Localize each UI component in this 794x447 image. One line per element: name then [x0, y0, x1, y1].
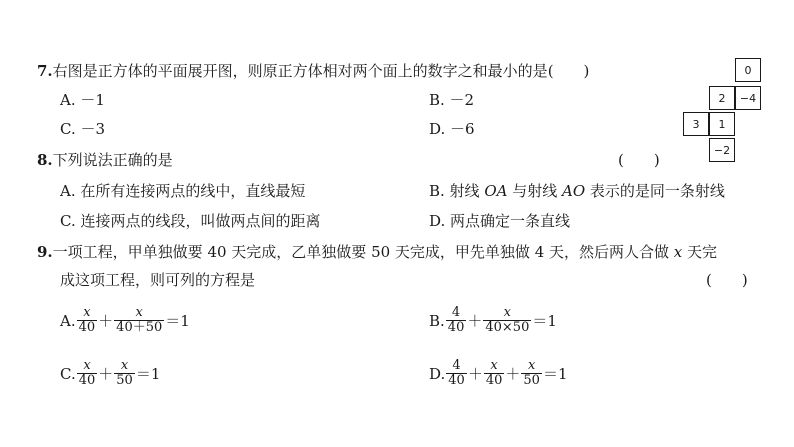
- question-7: [37, 60, 589, 81]
- question-7-text: 右图是正方体的平面展开图，则原正方体相对两个面上的数字之和最小的是: [52, 62, 548, 80]
- q8-option-a[interactable]: A. 在所有连接两点的线中，直线最短: [60, 182, 306, 200]
- frac-denominator: 50: [523, 373, 540, 389]
- net-cell-neg4: −4: [735, 86, 761, 110]
- q8-option-b-ao: AO: [562, 182, 586, 200]
- frac-denominator: 40: [485, 373, 503, 389]
- q9-option-d-op1: ＋: [467, 365, 483, 384]
- q9-option-c-label: C.: [60, 364, 76, 383]
- q9-option-b-op: ＋: [467, 312, 483, 331]
- q9-option-a-frac2: [114, 306, 164, 336]
- question-9-line1-pre: 一项工程，甲单独做要 40 天完成，乙单独做要 50 天完成，甲先单独做 4 天，然后两人合做: [52, 243, 674, 261]
- net-cell-3: 3: [683, 112, 709, 136]
- q9-option-c-op: ＋: [98, 365, 114, 384]
- net-cell-neg2: −2: [709, 138, 735, 162]
- q8-option-d[interactable]: D. 两点确定一条直线: [429, 212, 571, 230]
- q9-option-a-frac1: [77, 306, 98, 336]
- frac-denominator: 40: [447, 320, 465, 336]
- q9-option-b-rhs: ＝1: [532, 312, 557, 331]
- q9-option-d-op2: ＋: [505, 365, 521, 384]
- question-8: [37, 149, 173, 170]
- q8-option-b-pre: B. 射线: [429, 182, 485, 200]
- frac-numerator: x: [484, 359, 505, 374]
- question-8-text: 下列说法正确的是: [52, 151, 173, 169]
- frac-numerator: x: [114, 306, 164, 321]
- q7-option-c[interactable]: C. －3: [60, 120, 106, 138]
- q9-option-d-label: D.: [429, 364, 446, 383]
- q8-option-b-mid: 与射线: [507, 182, 563, 200]
- frac-denominator: 50: [116, 373, 133, 389]
- q9-option-b-label: B.: [429, 311, 445, 330]
- frac-numerator: 4: [446, 359, 467, 374]
- net-cell-2: 2: [709, 86, 735, 110]
- q9-option-c-frac2: [114, 359, 135, 389]
- frac-denominator: 40: [78, 320, 96, 336]
- question-9-var: x: [673, 243, 683, 261]
- q9-option-d-frac3: [521, 359, 542, 389]
- q7-option-b[interactable]: B. －2: [429, 91, 475, 109]
- frac-denominator: 40: [78, 373, 96, 389]
- frac-denominator: 40×50: [485, 320, 530, 336]
- q9-option-a-rhs: ＝1: [165, 312, 190, 331]
- question-8-paren: ( ): [618, 151, 660, 169]
- frac-numerator: 4: [446, 306, 467, 321]
- q8-option-c[interactable]: C. 连接两点的线段，叫做两点间的距离: [60, 212, 321, 230]
- q7-option-a[interactable]: A. －1: [60, 91, 105, 109]
- q9-option-d[interactable]: [429, 359, 567, 389]
- q8-option-b[interactable]: [429, 180, 725, 201]
- frac-numerator: x: [521, 359, 542, 374]
- question-9: [37, 241, 717, 262]
- cube-net-figure: [683, 58, 794, 162]
- question-9-number: 9.: [37, 243, 53, 261]
- frac-denominator: 40＋50: [116, 320, 163, 336]
- frac-numerator: x: [77, 359, 98, 374]
- q9-option-a-op: ＋: [98, 312, 114, 331]
- q9-option-d-frac2: [484, 359, 505, 389]
- q9-option-a-label: A.: [60, 311, 76, 330]
- frac-numerator: x: [77, 306, 98, 321]
- q9-option-b-frac1: [446, 306, 467, 336]
- q9-option-a[interactable]: [60, 306, 190, 336]
- q9-option-c-rhs: ＝1: [135, 365, 161, 384]
- net-cell-0: 0: [735, 58, 761, 82]
- frac-numerator: x: [483, 306, 531, 321]
- question-8-number: 8.: [37, 151, 53, 169]
- q9-option-c[interactable]: [60, 359, 160, 389]
- frac-denominator: 40: [448, 373, 465, 389]
- q9-option-d-rhs: ＝1: [542, 365, 568, 384]
- q7-option-d[interactable]: D. －6: [429, 120, 475, 138]
- frac-numerator: x: [114, 359, 135, 374]
- net-cell-1: 1: [709, 112, 735, 136]
- q9-option-b[interactable]: [429, 306, 557, 336]
- q9-option-c-frac1: [77, 359, 98, 389]
- q8-option-b-oa: OA: [484, 182, 508, 200]
- question-9-line1-post: 天完: [682, 243, 718, 261]
- question-7-paren: ( ): [547, 62, 590, 80]
- q9-option-b-frac2: [483, 306, 531, 336]
- question-9-line2: 成这项工程，则可列的方程是: [60, 271, 256, 289]
- q8-option-b-post: 表示的是同一条射线: [585, 182, 725, 200]
- question-7-number: 7.: [37, 62, 53, 80]
- q9-option-d-frac1: [446, 359, 467, 389]
- question-9-paren: ( ): [706, 271, 748, 289]
